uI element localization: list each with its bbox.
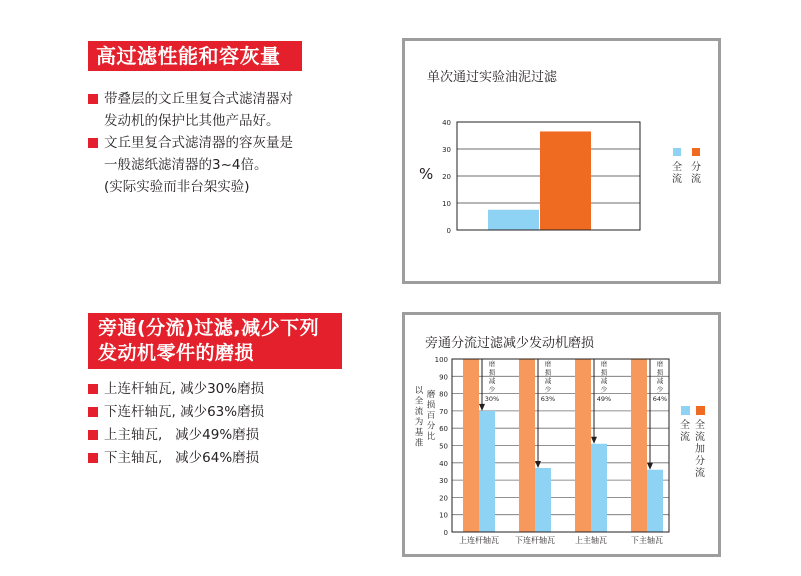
part-name: 下主轴瓦, — [104, 450, 163, 466]
bullet-text: 带叠层的文丘里复合式滤清器对 — [104, 91, 293, 107]
reduction-arrow-head-icon — [591, 437, 597, 444]
y-tick-label: 60 — [439, 425, 448, 434]
bar-full-flow — [647, 470, 663, 532]
bullet-square-icon — [88, 94, 98, 104]
x-tick-label: 下主轴瓦 — [631, 536, 663, 545]
wear-reduction: 减少63%磨损 — [180, 404, 265, 420]
section1-bullet-1 — [88, 88, 293, 110]
bar-bypass-reference — [463, 359, 479, 532]
wear-reduction: 减少49%磨损 — [175, 427, 260, 443]
part-name: 下连杆轴瓦, — [104, 404, 176, 420]
bar-full-flow — [591, 444, 607, 532]
spacer — [162, 450, 175, 466]
y-tick-label: 40 — [439, 459, 448, 468]
bullet-text: 一般滤纸滤清器的3~4倍。 — [104, 157, 268, 173]
wear-reduction: 减少30%磨损 — [180, 381, 265, 397]
legend-label: 全流 — [672, 162, 682, 185]
bullet-text: (实际实验而非台架实验) — [104, 179, 250, 195]
reduction-arrow-head-icon — [647, 463, 653, 470]
section2-bullet-2 — [88, 401, 264, 424]
bullet-text: 文丘里复合式滤清器的容灰量是 — [104, 135, 293, 151]
y-tick-label: 0 — [446, 227, 451, 235]
chart1-svg — [405, 41, 718, 281]
x-tick-label: 上连杆轴瓦 — [459, 536, 499, 545]
bullet-text: 发动机的保护比其他产品好。 — [104, 113, 280, 129]
y-tick-label: 30 — [439, 477, 448, 486]
y-tick-label: 100 — [434, 356, 448, 364]
section2-title — [88, 313, 342, 369]
section2-title-line: 旁通(分流)过滤,减少下列 — [98, 317, 320, 339]
bar-bypass — [540, 131, 591, 230]
y-tick-label: 90 — [439, 373, 448, 382]
bar-bypass-reference — [631, 359, 647, 532]
legend-swatch — [696, 406, 705, 415]
legend-swatch — [692, 148, 700, 156]
bullet-square-icon — [88, 453, 98, 463]
y-tick-label: 40 — [442, 119, 451, 127]
y-tick-label: 30 — [442, 146, 451, 154]
part-name: 上主轴瓦, — [104, 427, 163, 443]
section2-bullet-1 — [88, 378, 264, 401]
section2-title-line: 发动机零件的磨损 — [98, 342, 255, 364]
y-tick-label: 10 — [442, 200, 451, 208]
bullet-square-icon — [88, 384, 98, 394]
legend-swatch — [673, 148, 681, 156]
reduction-arrow-head-icon — [535, 461, 541, 468]
y-axis-label-text: 以全流为基准磨损百分比 — [414, 386, 436, 449]
bullet-square-icon — [88, 407, 98, 417]
bar-bypass-reference — [575, 359, 591, 532]
legend-label: 分流 — [691, 162, 701, 185]
y-tick-label: 50 — [439, 442, 448, 451]
section1-bullet-2 — [88, 132, 293, 154]
chart2-panel — [402, 312, 721, 557]
chart1-panel — [402, 38, 721, 284]
legend-label: 全流加分流 — [695, 420, 705, 479]
bar-full-flow — [488, 210, 539, 230]
chart2-y-axis-label — [415, 386, 436, 449]
legend-label: 全流 — [680, 420, 690, 443]
section1-title: 高过滤性能和容灰量 — [88, 41, 302, 71]
chart2-title: 旁通分流过滤减少发动机磨损 — [425, 336, 595, 351]
chart2-svg — [405, 315, 718, 554]
reduction-annotation: 磨损减少 49% — [596, 360, 612, 403]
part-name: 上连杆轴瓦, — [104, 381, 176, 397]
x-tick-label: 上主轴瓦 — [575, 536, 607, 545]
chart1-y-axis-label: % — [419, 165, 434, 183]
bar-full-flow — [479, 411, 495, 532]
y-tick-label: 10 — [439, 511, 448, 520]
x-tick-label: 下连杆轴瓦 — [515, 536, 555, 545]
bullet-square-icon — [88, 138, 98, 148]
section2-bullet-list — [88, 378, 264, 470]
legend-swatch — [681, 406, 690, 415]
section2-bullet-3 — [88, 424, 264, 447]
y-tick-label: 0 — [443, 529, 448, 537]
section1-bullet-list — [88, 88, 293, 198]
y-tick-label: 70 — [439, 407, 448, 416]
chart1-title: 单次通过实验油泥过滤 — [427, 70, 558, 85]
bar-full-flow — [535, 468, 551, 532]
reduction-arrow-head-icon — [479, 404, 485, 411]
bar-bypass-reference — [519, 359, 535, 532]
y-tick-label: 20 — [439, 494, 448, 503]
y-tick-label: 20 — [442, 173, 451, 181]
spacer — [162, 427, 175, 443]
bullet-square-icon — [88, 430, 98, 440]
section2-bullet-4 — [88, 447, 264, 470]
reduction-annotation: 磨损减少 64% — [652, 360, 668, 403]
reduction-annotation: 磨损减少 63% — [540, 360, 556, 403]
y-tick-label: 80 — [439, 390, 448, 399]
reduction-annotation: 磨损减少 30% — [484, 360, 500, 403]
wear-reduction: 减少64%磨损 — [175, 450, 260, 466]
